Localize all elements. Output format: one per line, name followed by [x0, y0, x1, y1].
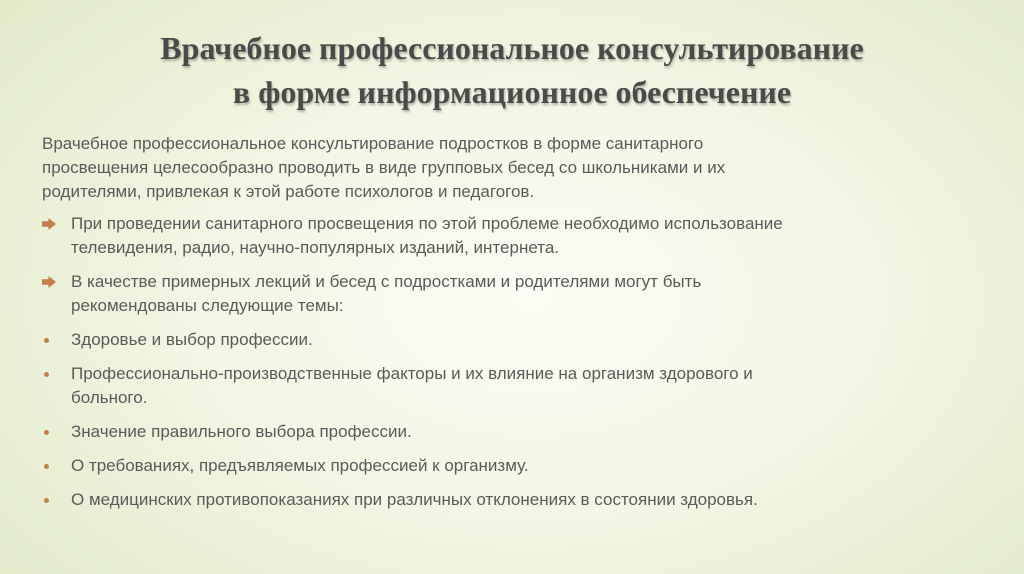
- slide-title: [60, 26, 964, 114]
- slide-body: [42, 132, 982, 522]
- dot-bullet-icon: [42, 454, 60, 478]
- arrow-bullet-icon: [42, 212, 60, 236]
- intro-paragraph: [42, 132, 982, 204]
- dot-bullet-icon: [42, 328, 60, 352]
- arrow-bullet-list: [42, 212, 982, 318]
- slide-title-line-2: в форме информационное обеспечение: [232, 74, 792, 110]
- list-item: [42, 212, 982, 260]
- dot-bullet-icon: [42, 488, 60, 512]
- intro-line-2: просвещения целесообразно проводить в виде групповых бесед со школьниками и их: [42, 158, 726, 177]
- arrow-bullet-icon: [42, 270, 60, 294]
- list-item-line-2: рекомендованы следующие темы:: [71, 296, 344, 315]
- topic-item: [42, 454, 982, 478]
- topic-line-1: О медицинских противопоказаниях при различных отклонениях в состоянии здоровья.: [71, 490, 758, 509]
- topic-line-1: Здоровье и выбор профессии.: [71, 330, 313, 349]
- list-item-line-2: телевидения, радио, научно-популярных изданий, интернета.: [71, 238, 559, 257]
- list-item-line-1: При проведении санитарного просвещения по этой проблеме необходимо использование: [71, 214, 783, 233]
- topic-item: [42, 362, 982, 410]
- slide-title-line-1: Врачебное профессиональное консультирование: [160, 30, 864, 66]
- intro-line-3: родителями, привлекая к этой работе психологов и педагогов.: [42, 182, 535, 201]
- dot-bullet-icon: [42, 362, 60, 386]
- list-item: [42, 270, 982, 318]
- dot-bullet-icon: [42, 420, 60, 444]
- list-item-line-1: В качестве примерных лекций и бесед с подростками и родителями могут быть: [71, 272, 702, 291]
- topic-item: [42, 488, 982, 512]
- topic-item: [42, 420, 982, 444]
- topic-line-1: О требованиях, предъявляемых профессией к организму.: [71, 456, 529, 475]
- intro-line-1: Врачебное профессиональное консультирование подростков в форме санитарного: [42, 134, 704, 153]
- topic-line-1: Профессионально-производственные факторы и их влияние на организм здорового и: [71, 364, 753, 383]
- topic-line-2: больного.: [71, 388, 148, 407]
- topic-bullet-list: [42, 328, 982, 512]
- topic-line-1: Значение правильного выбора профессии.: [71, 422, 412, 441]
- topic-item: [42, 328, 982, 352]
